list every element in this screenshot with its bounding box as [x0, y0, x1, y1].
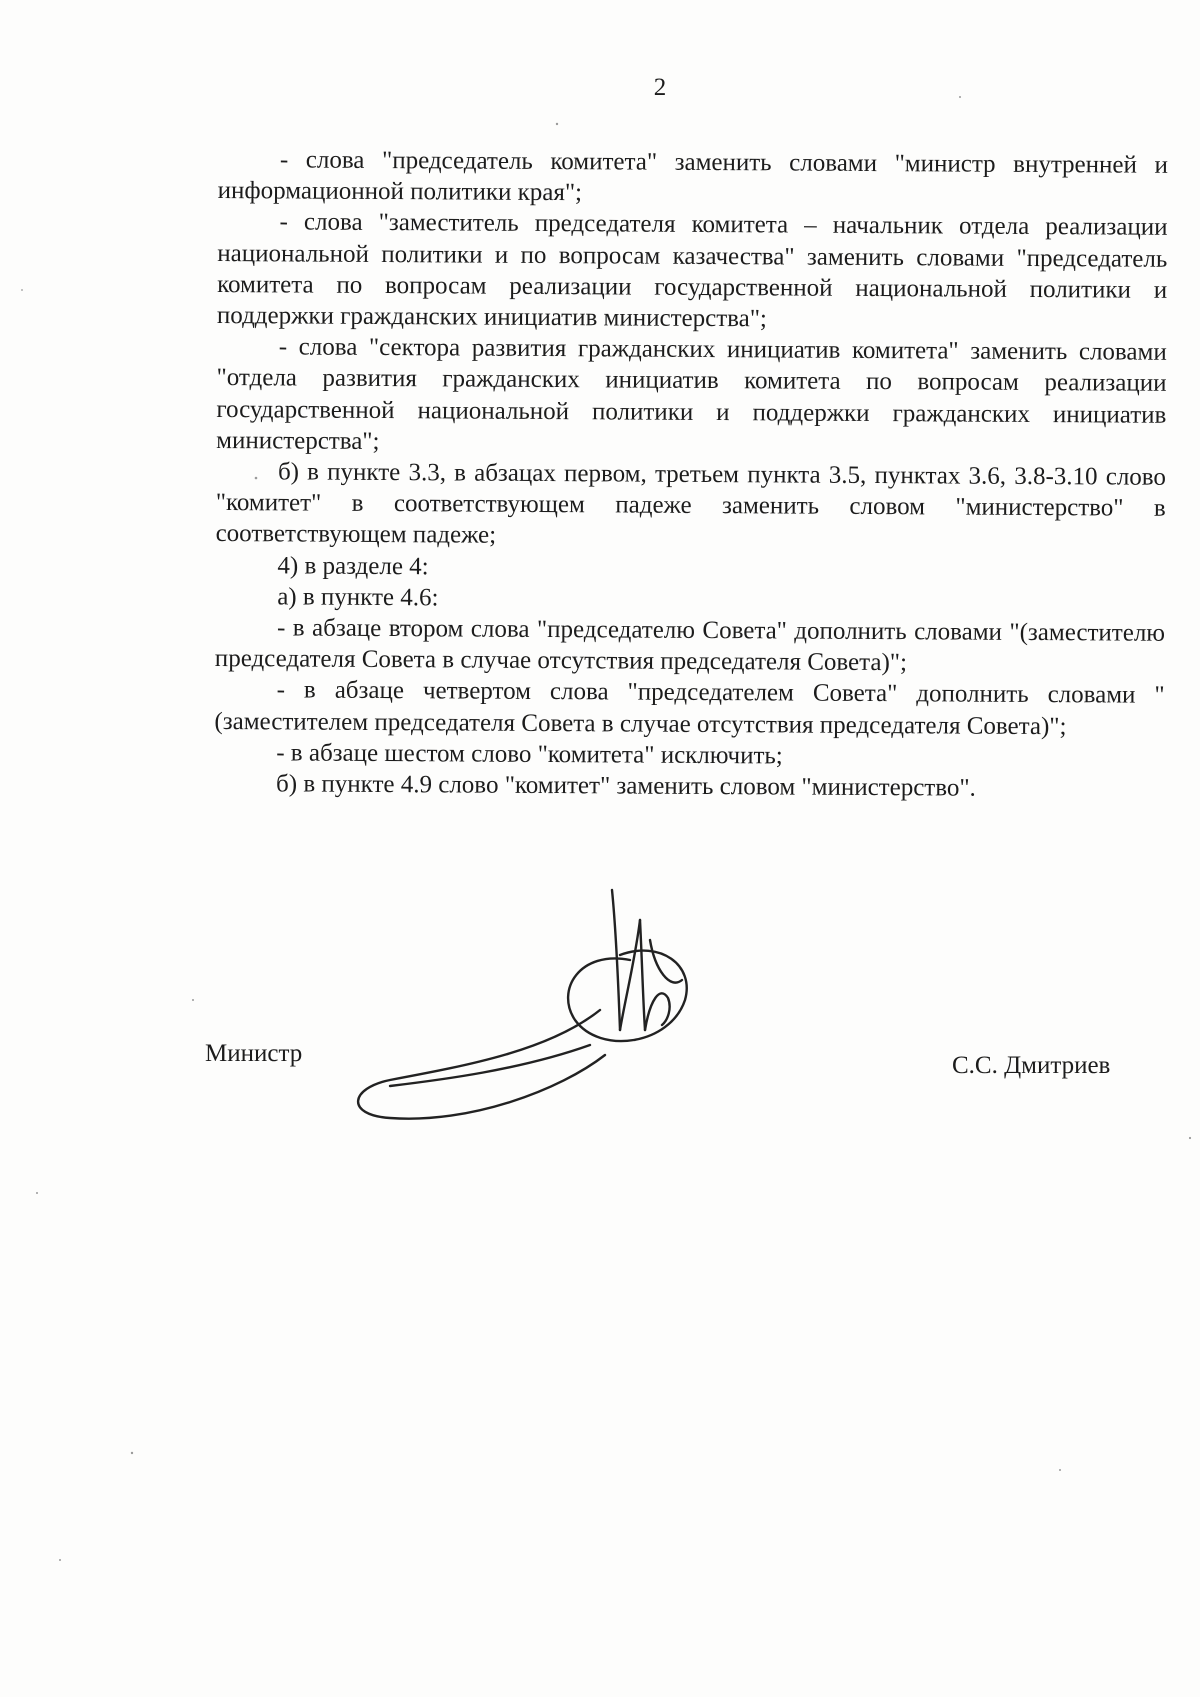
document-body: [214, 144, 1168, 805]
paragraph: б) в пункте 3.3, в абзацах первом, третьем пункта 3.5, пунктах 3.6, 3.8-3.10 слово "комитет" в соответствующем падеже заменить словом "министерство" в соответствующем падеже;: [215, 458, 1167, 550]
paragraph: - в абзаце четвертом слова "председателем Совета" дополнить словами "(заместителем председателя Совета в случае отсутствия председателя Совета)";: [214, 676, 1165, 740]
paragraph: 4) в разделе 4:: [277, 552, 429, 580]
signature-block: [0, 1040, 1200, 1100]
paragraph: - в абзаце втором слова "председателю Совета" дополнить словами "(заместителю председателя Совета в случае отсутствия председателя Совета)";: [214, 614, 1166, 677]
paragraph: - слова "сектора развития гражданских инициатив комитета" заменить словами "отдела развития гражданских инициатив комитета по вопросам реализации государственной национальной политики и поддержки гражданских инициатив министерства";: [216, 333, 1167, 455]
handwritten-signature: [350, 880, 770, 1140]
paragraph: - в абзаце шестом слово "комитета" исключить;: [276, 739, 783, 770]
signatory-name: С.С. Дмитриев: [952, 1052, 1111, 1079]
paragraph: б) в пункте 4.9 слово "комитет" заменить словом "министерство".: [276, 770, 976, 802]
paragraph: - слова "заместитель председателя комитета – начальник отдела реализации национальной политики и по вопросам казачества" заменить словами "председатель комитета по вопросам реализации государственной национальной политики и поддержки гражданских инициатив министерства";: [216, 208, 1168, 333]
page-number: 2: [653, 74, 667, 101]
paragraph: - слова "председатель комитета" заменить словами "министр внутренней и информационной политики края";: [217, 146, 1168, 207]
paragraph: а) в пункте 4.6:: [277, 583, 439, 612]
signatory-title: Министр: [205, 1040, 303, 1067]
